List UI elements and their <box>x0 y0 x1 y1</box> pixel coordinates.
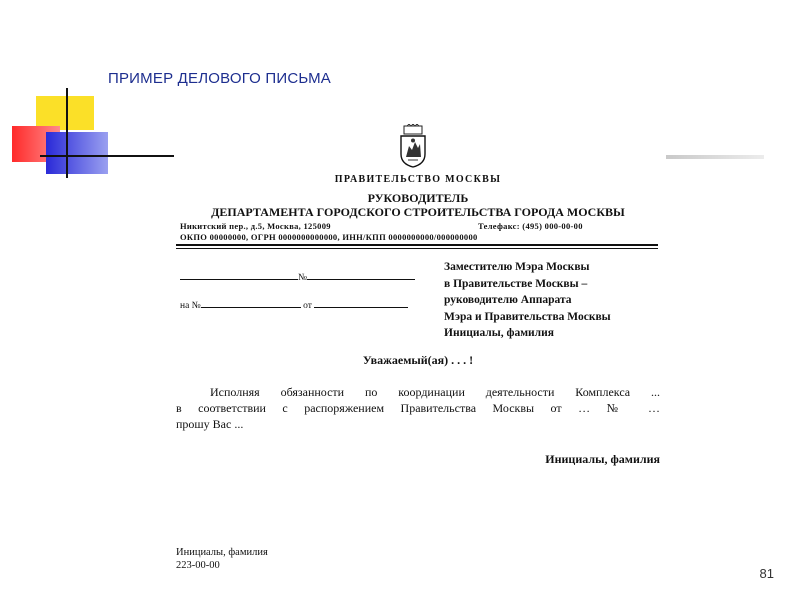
body-line: в соответствии с распоряжением Правительства Москвы от … № … <box>176 401 660 415</box>
decor-yellow-square <box>36 96 94 130</box>
sender-fax: Телефакс: (495) 000-00-00 <box>478 221 583 231</box>
body-line: прошу Вас ... <box>176 417 244 431</box>
addressee-line: руководителю Аппарата <box>444 294 572 306</box>
decor-vertical-line <box>66 88 68 178</box>
government-name: ПРАВИТЕЛЬСТВО МОСКВЫ <box>334 174 502 185</box>
signature: Инициалы, фамилия <box>545 452 660 466</box>
sender-codes: ОКПО 00000000, ОГРН 0000000000000, ИНН/КПП 0000000000/000000000 <box>180 232 478 242</box>
reply-from-label: от <box>303 301 312 311</box>
reply-reference-line <box>180 297 420 311</box>
addressee-line: Заместителю Мэра Москвы <box>444 261 590 273</box>
registration-number-line <box>180 269 420 283</box>
reply-number-blank <box>201 297 301 308</box>
letter-body <box>176 384 660 432</box>
moscow-coat-of-arms-icon <box>398 124 428 168</box>
salutation: Уважаемый(ая) . . . ! <box>362 353 474 367</box>
executor-phone: 223-00-00 <box>176 560 220 571</box>
sender-title: РУКОВОДИТЕЛЬ <box>367 191 469 205</box>
registration-date-blank <box>180 269 298 280</box>
decor-blue-square <box>46 132 108 174</box>
decor-horizontal-line <box>40 155 174 157</box>
addressee-line: Мэра и Правительства Москвы <box>444 310 611 323</box>
addressee-line: Инициалы, фамилия <box>444 327 554 339</box>
page-number: 81 <box>759 566 774 581</box>
reply-date-blank <box>314 297 408 308</box>
executor-block <box>176 546 268 572</box>
header-rule-thick <box>176 244 658 246</box>
body-line: Исполняя обязанности по координации деятельности Комплекса ... <box>210 385 660 399</box>
executor-name: Инициалы, фамилия <box>176 547 268 558</box>
addressee-block <box>444 259 611 342</box>
decor-gradient-line <box>666 155 764 159</box>
sender-address: Никитский пер., д.5, Москва, 125009 <box>180 221 331 231</box>
slide-title: ПРИМЕР ДЕЛОВОГО ПИСЬМА <box>108 70 332 87</box>
header-rule-thin <box>176 248 658 249</box>
reply-to-prefix: на № <box>180 301 201 311</box>
addressee-line: в Правительстве Москвы – <box>444 277 588 290</box>
registration-number-blank <box>307 269 415 280</box>
sender-department: ДЕПАРТАМЕНТА ГОРОДСКОГО СТРОИТЕЛЬСТВА ГОРОДА МОСКВЫ <box>211 205 625 219</box>
registration-number-sign: № <box>298 273 308 283</box>
